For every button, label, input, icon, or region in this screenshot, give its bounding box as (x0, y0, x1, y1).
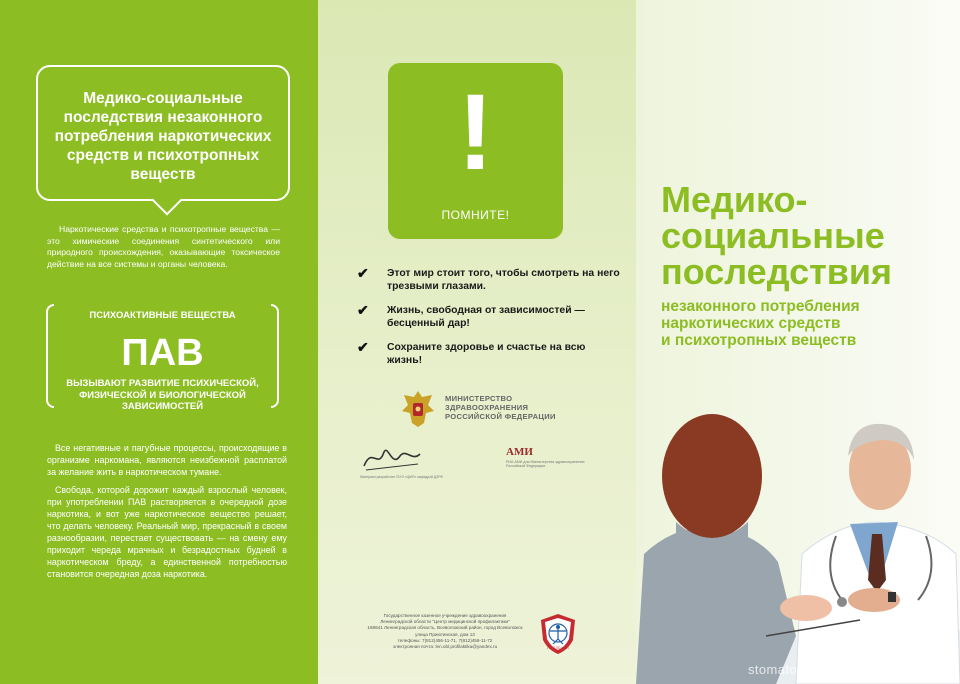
ami-logo (506, 446, 585, 469)
exclamation-icon: ! (457, 71, 494, 192)
body-text (47, 442, 287, 586)
checkmark-icon: ✔ (357, 265, 369, 281)
left-panel (0, 0, 318, 684)
ami-mark: АМИ (506, 446, 533, 458)
address-block: Государственное казенное учреждение здравоохранения Ленинградской области "Центр медицинской профилактики" 188641 Ленинградская область, Всеволожский район, город Всеволожск улица Приютинская, дом 13 телефоны: 7(812)456-11-71, 7(812)456-11-72 электронная почта: len.obl.profilaktika@yandex.ru (367, 613, 523, 650)
paragraph-1: Все негативные и пагубные процессы, происходящие в организме наркомана, являются неизбежной расплатой за желание жить в наркотическом тумане. (47, 443, 287, 477)
ami-caption: РИА АМИ для Министерства здравоохранения Российской Федерации (506, 460, 585, 469)
check-item (355, 341, 620, 367)
cover-title: Медико- социальные последствия (661, 179, 892, 292)
pav-block (44, 300, 281, 418)
signature-caption: Материал разработан ГБУЗ «ЦМП» кафедрой ДЗРФ (360, 475, 443, 479)
ministry-text: МИНИСТЕРСТВО ЗДРАВООХРАНЕНИЯ РОССИЙСКОЙ ФЕДЕРАЦИИ (445, 394, 556, 421)
paragraph-2: Свобода, которой дорожит каждый взрослый человек, при употреблении ПАВ растворяется в очередной дозе наркотика, и вот уже наркотическое вещество решает, что делать человеку. Реальный мир, прекрасный в своем разнообразии, перестает существовать — на смену ему приходит череда мрачных и безрадостных будней в наркотическом бреду, а единственной потребностью становится очередная доза наркотика. (47, 485, 287, 579)
pav-abbr: ПАВ (121, 332, 204, 374)
emblem-label: ГКУЗ ЛО ЦМП (547, 646, 569, 650)
check-item (355, 267, 620, 293)
check-text: Этот мир стоит того, чтобы смотреть на него трезвыми глазами. (387, 268, 620, 292)
checkmark-icon: ✔ (357, 339, 369, 355)
ministry-logo (398, 387, 578, 433)
check-text: Сохраните здоровье и счастье на всю жизнь! (387, 342, 586, 366)
shield-emblem-icon (538, 612, 578, 656)
signature-logo-icon (360, 440, 424, 474)
check-text: Жизнь, свободная от зависимостей — бесценный дар! (387, 305, 585, 329)
check-item (355, 304, 620, 330)
checklist (355, 267, 620, 378)
eagle-emblem-icon (398, 387, 438, 431)
intro-text: Наркотические средства и психотропные вещества — это химические соединения синтетического или природного происхождения, оказывающие токсическое действие на все системы и органы человека. (47, 224, 280, 269)
remember-label: ПОМНИТЕ! (441, 208, 510, 222)
title-box (36, 65, 290, 201)
left-title: Медико-социальные последствия незаконного потребления наркотических средств и психотропных веществ (54, 90, 272, 183)
pav-top-text: ПСИХОАКТИВНЫЕ ВЕЩЕСТВА (89, 310, 236, 321)
cover-subtitle: незаконного потребления наркотических средств и психотропных веществ (661, 298, 860, 349)
doctor-patient-photo (636, 404, 960, 684)
pav-bottom-text: ВЫЗЫВАЮТ РАЗВИТИЕ ПСИХИЧЕСКОЙ, ФИЗИЧЕСКОЙ И БИОЛОГИЧЕСКОЙ ЗАВИСИМОСТЕЙ (66, 378, 259, 412)
watermark: stomatologiyapro.ru (748, 662, 870, 677)
checkmark-icon: ✔ (357, 302, 369, 318)
remember-box (388, 63, 563, 239)
speech-notch (151, 184, 182, 215)
